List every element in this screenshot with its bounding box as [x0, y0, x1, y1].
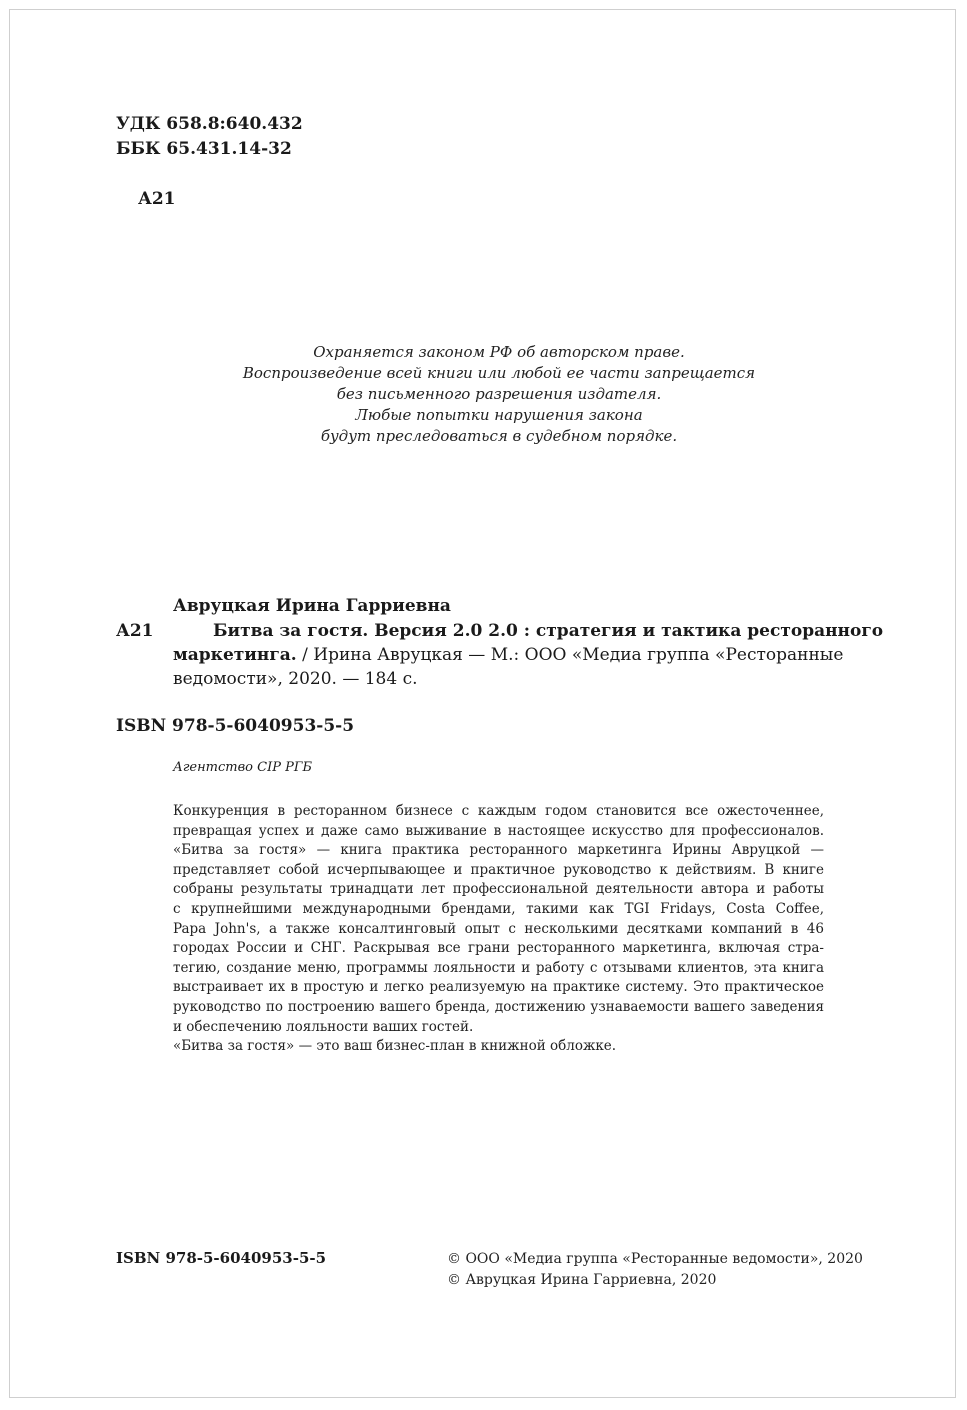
annotation-line: «Битва за гостя» — книга практика ресторанного маркетинга Ирины Авруцкой — [173, 842, 824, 859]
biblio-title-line [173, 643, 844, 667]
copyright-notice-line: будут преследоваться в судебном порядке. [320, 427, 678, 445]
annotation-line: с крупнейшими международными брендами, такими как TGI Fridays, Costa Coffee, [173, 900, 824, 917]
annotation-line: выстраивает их в простую и легко реализуемую на практике систему. Это практическое [173, 979, 824, 996]
annotation-line: Papa John's, а также консалтинговый опыт с несколькими десятками компаний в 46 [173, 920, 824, 937]
copyright-notice-line: Охраняется законом РФ об авторском праве. [313, 343, 685, 361]
copyright-notice-line: Любые попытки нарушения закона [355, 406, 643, 424]
copyright-notice-line: без письменного разрешения издателя. [336, 385, 662, 403]
annotation-line: и обеспечению лояльности ваших гостей. [173, 1018, 474, 1035]
page-border [9, 9, 956, 1398]
annotation [173, 802, 824, 1057]
biblio-record [173, 619, 884, 691]
annotation-line: собраны результаты тринадцати лет профессиональной деятельности автора и работы [173, 881, 824, 898]
copyright-notice-line: Воспроизведение всей книги или любой ее части запрещается [242, 364, 756, 382]
udk-code: УДК 658.8:640.432 [116, 114, 303, 134]
copyright-notice [200, 342, 798, 447]
annotation-line: городах России и СНГ. Раскрывая все грани ресторанного маркетинга, включая стра- [173, 940, 824, 957]
biblio-publication-line: ведомости», 2020. — 184 с. [173, 669, 418, 689]
isbn: ISBN 978-5-6040953-5-5 [116, 716, 355, 736]
annotation-line: тегию, создание меню, программы лояльности и работу с отзывами клиентов, эта книга [173, 959, 824, 976]
biblio-title-line: Битва за гостя. Версия 2.0 2.0 : стратегия и тактика ресторанного [213, 621, 884, 641]
annotation-line: Конкуренция в ресторанном бизнесе с каждым годом становится все ожесточеннее, [173, 803, 824, 819]
copyright-publisher: © ООО «Медиа группа «Ресторанные ведомости», 2020 [447, 1251, 863, 1267]
biblio-author-mark: А21 [116, 621, 154, 641]
bbk-code: ББК 65.431.14-32 [116, 139, 292, 159]
annotation-line: представляет собой исчерпывающее и практичное руководство к действиям. В книге [173, 861, 824, 878]
footer-isbn: ISBN 978-5-6040953-5-5 [116, 1249, 327, 1267]
copyright-author: © Авруцкая Ирина Гарриевна, 2020 [447, 1272, 717, 1288]
biblio-author: Авруцкая Ирина Гарриевна [173, 596, 451, 616]
author-mark: А21 [138, 189, 176, 209]
annotation-line: превращая успех и даже само выживание в настоящее искусство для профессионалов. [173, 822, 824, 839]
cip-agency: Агентство CIP РГБ [173, 760, 313, 775]
footer-copyrights [447, 1249, 863, 1291]
annotation-line: «Битва за гостя» — это ваш бизнес-план в книжной обложке. [173, 1038, 617, 1055]
biblio-title-end: маркетинга. [173, 645, 297, 665]
biblio-responsibility: / Ирина Авруцкая — М.: ООО «Медиа группа «Ресторанные [296, 645, 844, 665]
annotation-line: руководство по построению вашего бренда, достижению узнаваемости вашего заведения [173, 998, 824, 1015]
